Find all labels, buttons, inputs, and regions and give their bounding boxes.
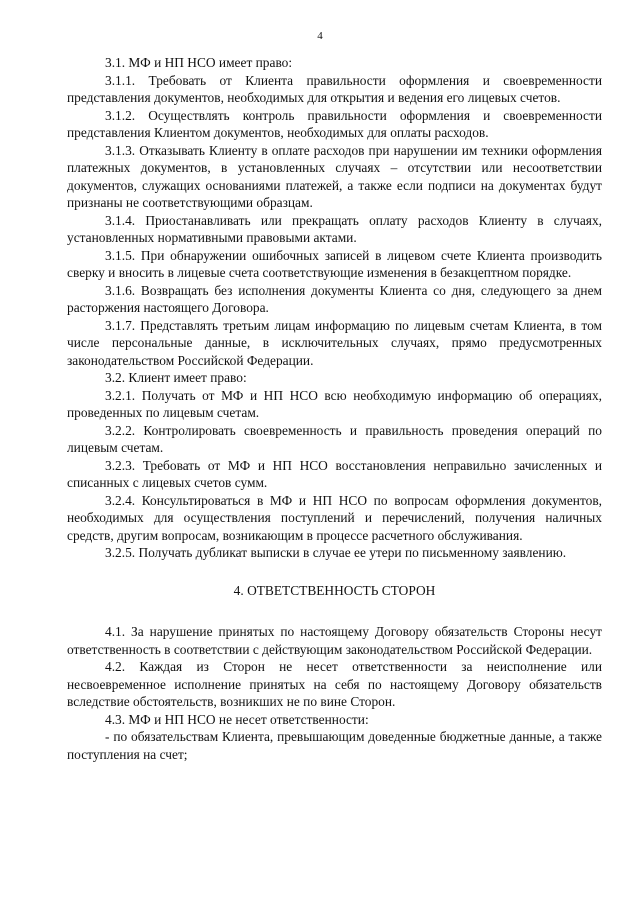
section-4-heading: 4. ОТВЕТСТВЕННОСТЬ СТОРОН <box>233 582 436 598</box>
paragraph-3-1-4: 3.1.4. Приостанавливать или прекращать оплату расходов Клиенту в случаях, установленных нормативными правовыми актами. <box>67 212 602 245</box>
paragraph-3-2-5: 3.2.5. Получать дубликат выписки в случае ее утери по письменному заявлению. <box>105 545 567 560</box>
paragraph-3-1-6: 3.1.6. Возвращать без исполнения документы Клиента со дня, следующего за днем расторжения настоящего Договора. <box>67 282 602 315</box>
paragraph-4-3: 4.3. МФ и НП НСО не несет ответственности: <box>105 711 369 727</box>
paragraph-3-1: 3.1. МФ и НП НСО имеет право: <box>105 55 293 70</box>
paragraph-3-2-4: 3.2.4. Консультироваться в МФ и НП НСО по вопросам оформления документов, необходимых для осуществления поступлений и перечислений, получения наличных средств, другим вопросам, возникающим в процессе расчетного обслуживания. <box>67 492 602 543</box>
paragraph-3-2-3: 3.2.3. Требовать от МФ и НП НСО восстановления неправильно зачисленных и списанных с лицевых счетов сумм. <box>67 457 602 490</box>
paragraph-3-2-1: 3.2.1. Получать от МФ и НП НСО всю необходимую информацию об операциях, проведенных по лицевым счетам. <box>67 387 602 420</box>
paragraph-3-1-7: 3.1.7. Представлять третьим лицам информацию по лицевым счетам Клиента, в том числе персональные данные, в исключительных случаях, прямо предусмотренных законодательством Российской Федерации. <box>67 317 602 368</box>
document-body <box>67 54 602 763</box>
paragraph-4-2: 4.2. Каждая из Сторон не несет ответственности за неисполнение или несвоевременное исполнение принятых на себя по настоящему Договору обязательств вследствие обстоятельств, возникших не по вине Сторон. <box>67 659 602 709</box>
paragraph-3-2: 3.2. Клиент имеет право: <box>105 370 247 385</box>
paragraph-3-2-2: 3.2.2. Контролировать своевременность и правильность проведения операций по лицевым счетам. <box>67 422 602 455</box>
paragraph-3-1-3: 3.1.3. Отказывать Клиенту в оплате расходов при нарушении им техники оформления платежных документов, в установленных случаях – отсутствии или несоответствии документов, служащих основаниями платежей, а также если подписи на документах будут признаны не соответствующими образцам. <box>67 142 602 210</box>
page-number: 4 <box>317 30 323 42</box>
paragraph-3-1-1: 3.1.1. Требовать от Клиента правильности оформления и своевременности представления документов, необходимых для открытия и ведения его лицевых счетов. <box>67 72 602 105</box>
paragraph-3-1-2: 3.1.2. Осуществлять контроль правильности оформления и своевременности представления Клиентом документов, необходимых для оплаты расходов. <box>67 107 602 140</box>
paragraph-3-1-5: 3.1.5. При обнаружении ошибочных записей в лицевом счете Клиента производить сверку и вносить в лицевые счета соответствующие изменения в безакцептном порядке. <box>67 247 602 280</box>
paragraph-4-1: 4.1. За нарушение принятых по настоящему Договору обязательств Стороны несут ответственность в соответствии с действующим законодательством Российской Федерации. <box>67 624 602 657</box>
paragraph-4-3-item: - по обязательствам Клиента, превышающим доведенные бюджетные данные, а также поступления на счет; <box>67 729 602 762</box>
